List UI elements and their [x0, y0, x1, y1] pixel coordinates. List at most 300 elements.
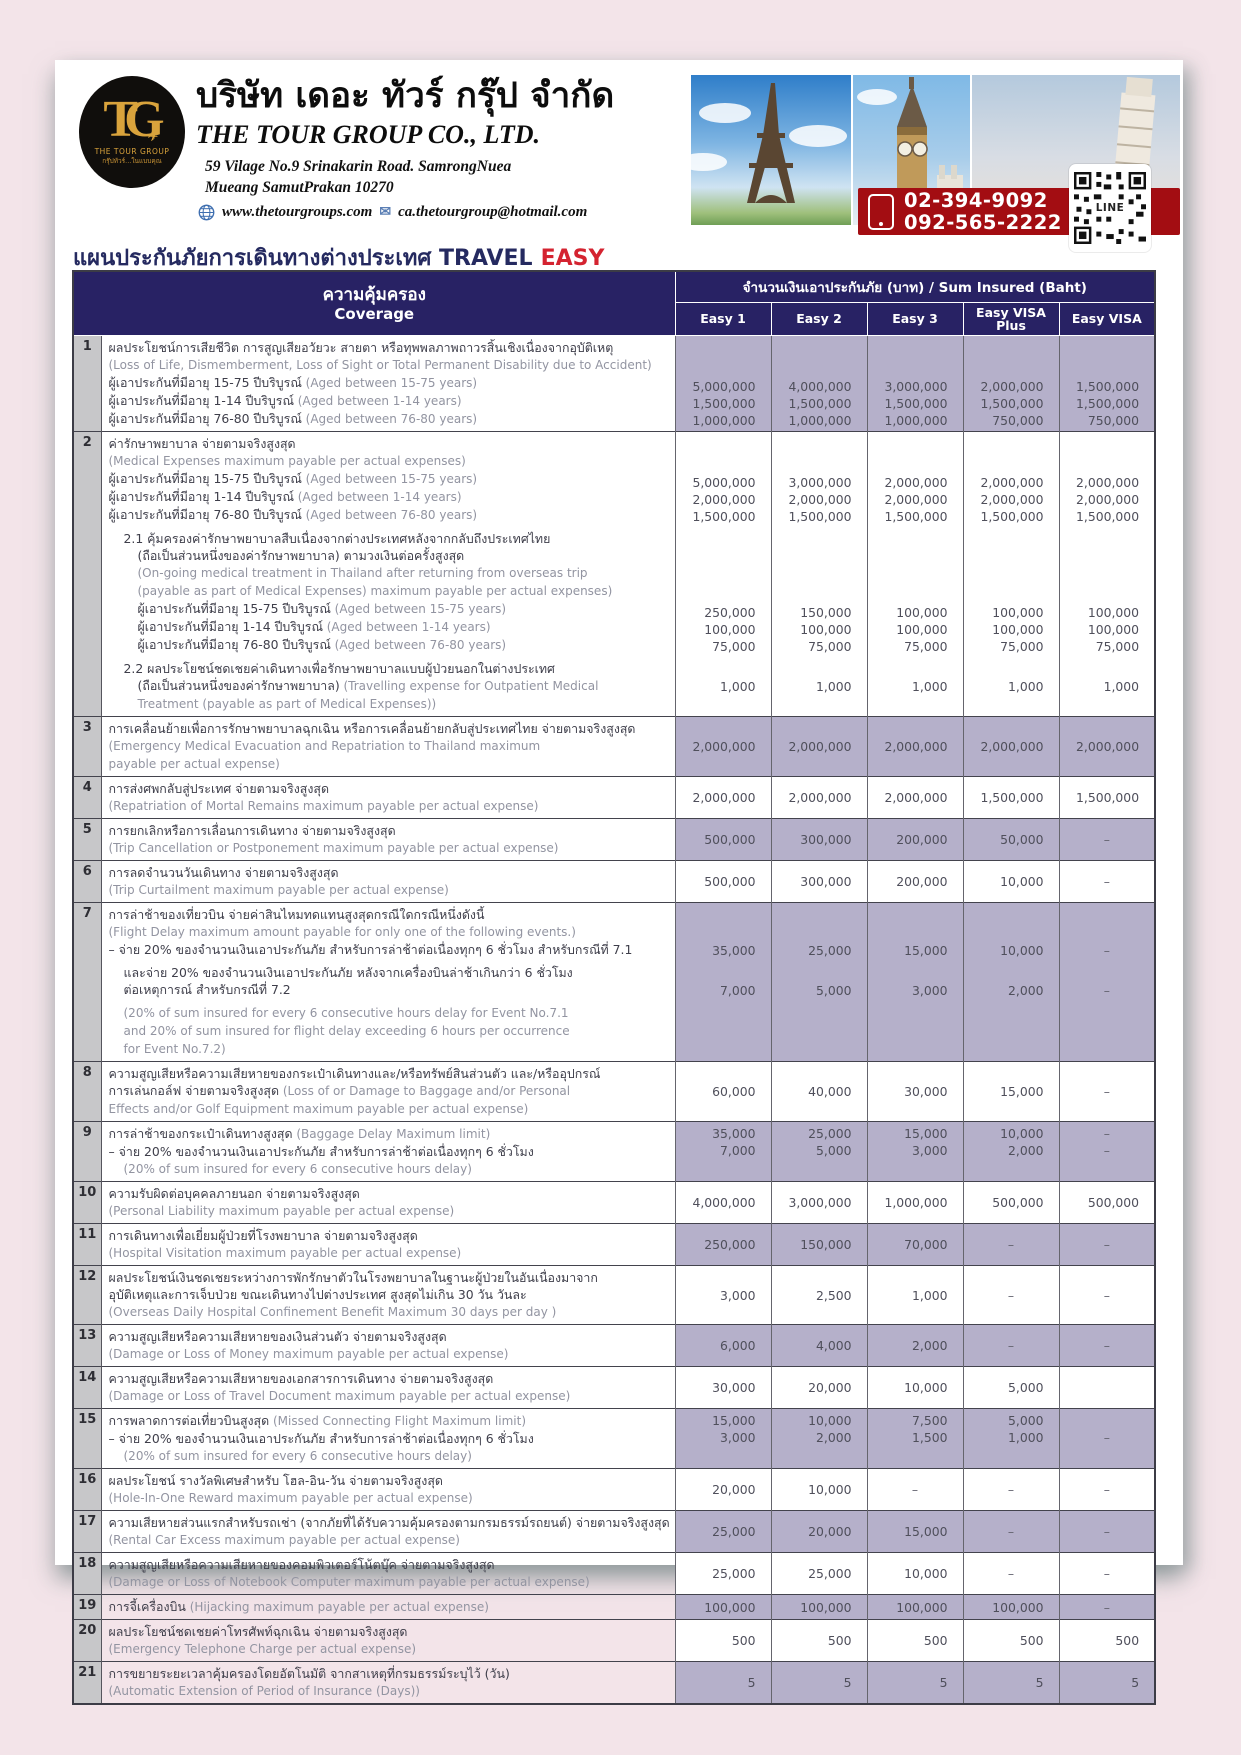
plan-value-cell [867, 1409, 963, 1469]
value-amount: 15,000 [904, 943, 948, 958]
value-amount: 200,000 [896, 874, 948, 889]
plan-value-cell [675, 819, 771, 861]
address-line-2: Mueang SamutPrakan 10270 [205, 179, 394, 196]
row-number: 13 [73, 1325, 101, 1367]
value-amount [1060, 1379, 1155, 1396]
coverage-description-cell [101, 336, 675, 432]
coverage-description-cell [101, 1662, 675, 1705]
coverage-row-10 [73, 1182, 1155, 1224]
plan-value-cell [675, 527, 771, 657]
value-not-covered: – [1103, 1566, 1110, 1581]
value-amount: 2,000,000 [980, 492, 1044, 507]
plan-value-cell [1059, 1325, 1155, 1367]
plan-value-cell [963, 432, 1059, 528]
value-amount: 75,000 [808, 639, 852, 654]
plan-value-cell [675, 1122, 771, 1182]
value-not-covered: – [1103, 1338, 1110, 1353]
coverage-row-21 [73, 1662, 1155, 1705]
plan-value-cell [675, 861, 771, 903]
value-amount: 2,000,000 [1076, 475, 1140, 490]
plan-value-cell [771, 1409, 867, 1469]
plan-value-cell [771, 1062, 867, 1122]
value-amount: 15,000 [712, 1413, 756, 1428]
value-amount: 2,000,000 [884, 492, 948, 507]
coverage-line: ผู้เอาประกันที่มีอายุ 1-14 ปีบริบูรณ์ (Aged between 1-14 years) [108, 489, 462, 504]
plan-value-cell [1059, 1367, 1155, 1409]
coverage-line: ความสูญเสียหรือความเสียหายของเงินส่วนตัว จ่ายตามจริงสูงสุด [108, 1329, 447, 1344]
value-amount: 10,000 [904, 1380, 948, 1395]
coverage-row-11 [73, 1224, 1155, 1266]
value-amount: 100,000 [992, 622, 1044, 637]
plan-value-cell [867, 1325, 963, 1367]
coverage-row-13 [73, 1325, 1155, 1367]
value-amount: 25,000 [808, 1126, 852, 1141]
plan-value-cell [963, 861, 1059, 903]
value-amount: 2,000,000 [884, 790, 948, 805]
value-amount: 100,000 [1087, 605, 1140, 620]
coverage-line: – จ่าย 20% ของจำนวนเงินเอาประกันภัย สำหรับการล่าช้าต่อเนื่องทุกๆ 6 ชั่วโมง [108, 1144, 534, 1159]
plan-value-cell [963, 777, 1059, 819]
value-amount: 3,000,000 [788, 1195, 852, 1210]
coverage-row-3 [73, 717, 1155, 777]
value-amount: 1,000 [1103, 679, 1140, 694]
row-number: 1 [73, 336, 101, 432]
coverage-line: ผลประโยชน์ รางวัลพิเศษสำหรับ โฮล-อิน-วัน จ่ายตามจริงสูงสุด [108, 1473, 443, 1488]
value-amount: 5 [747, 1675, 756, 1690]
plan-value-cell [963, 1409, 1059, 1469]
plan-value-cell [867, 1062, 963, 1122]
value-amount: 200,000 [896, 832, 948, 847]
plan-value-cell [963, 1553, 1059, 1595]
value-amount: 2,500 [816, 1287, 852, 1303]
value-amount: 30,000 [712, 1380, 756, 1395]
plan-value-cell [1059, 657, 1155, 717]
plan-value-cell [867, 777, 963, 819]
contact-row [198, 204, 587, 221]
coverage-row-7-1 [73, 903, 1155, 962]
value-amount: 15,000 [904, 1126, 948, 1141]
plan-value-cell [867, 432, 963, 528]
value-not-covered: – [1103, 1524, 1110, 1539]
globe-icon [198, 204, 215, 221]
value-amount: 2,000,000 [692, 790, 756, 805]
plan-value-cell [771, 336, 867, 432]
plan-value-cell [867, 1469, 963, 1511]
plan-value-cell [963, 1182, 1059, 1224]
coverage-description-cell [101, 961, 675, 1001]
coverage-line: (Emergency Medical Evacuation and Repatriation to Thailand maximum [108, 739, 541, 753]
value-amount: 100,000 [992, 605, 1044, 620]
coverage-line: (Damage or Loss of Travel Document maximum payable per actual expense) [108, 1389, 571, 1403]
value-amount: 10,000 [1000, 874, 1044, 889]
plan-header-easy3: Easy 3 [867, 303, 963, 336]
plan-value-cell [1059, 1469, 1155, 1511]
plan-value-cell [963, 1662, 1059, 1705]
plan-value-cell [771, 1511, 867, 1553]
value-not-covered: – [1103, 1430, 1110, 1445]
plan-value-cell [1059, 1182, 1155, 1224]
coverage-line: (Automatic Extension of Period of Insurance (Days)) [108, 1684, 420, 1698]
value-amount: 1,000 [912, 1287, 948, 1303]
plan-value-cell [675, 717, 771, 777]
coverage-table-wrap [72, 270, 1154, 1705]
plan-value-cell [963, 1062, 1059, 1122]
coverage-line: (Overseas Daily Hospital Confinement Benefit Maximum 30 days per day ) [108, 1305, 557, 1319]
row-number: 18 [73, 1553, 101, 1595]
plan-value-cell [963, 1122, 1059, 1182]
plan-value-cell [963, 1469, 1059, 1511]
plan-value-cell [1059, 717, 1155, 777]
row-number: 9 [73, 1122, 101, 1182]
value-amount: 4,000 [816, 1338, 852, 1353]
plan-value-cell [771, 527, 867, 657]
plan-value-cell [1059, 1595, 1155, 1620]
coverage-line: การเคลื่อนย้ายเพื่อการรักษาพยาบาลฉุกเฉิน หรือการเคลื่อนย้ายกลับสู่ประเทศไทย จ่ายตามจริงสูงสุด [108, 721, 636, 736]
coverage-row-7-3 [73, 1001, 1155, 1062]
value-not-covered: – [1103, 1599, 1110, 1615]
value-amount: 1,500,000 [980, 509, 1044, 524]
coverage-line: การพลาดการต่อเที่ยวบินสูงสุด (Missed Connecting Flight Maximum limit) [108, 1413, 526, 1428]
coverage-line: ผู้เอาประกันที่มีอายุ 76-80 ปีบริบูรณ์ (Aged between 76-80 years) [108, 507, 478, 522]
plan-value-cell [675, 657, 771, 717]
airplane-icon: ✈ [147, 130, 159, 145]
plan-value-cell [1059, 1409, 1155, 1469]
plan-value-cell [771, 1325, 867, 1367]
value-amount: 50,000 [1000, 832, 1044, 847]
plan-value-cell [771, 1266, 867, 1325]
value-not-covered: – [1103, 1237, 1110, 1252]
line-label: LINE [1095, 202, 1125, 214]
email-text: ca.thetourgroup@hotmail.com [398, 204, 588, 220]
row-number: 19 [73, 1595, 101, 1620]
value-not-covered: – [1103, 1143, 1110, 1158]
company-name-thai: บริษัท เดอะ ทัวร์ กรุ๊ป จำกัด [196, 76, 615, 116]
value-amount: 1,500,000 [1076, 379, 1140, 394]
value-amount: 3,000 [912, 1143, 948, 1158]
value-amount: 30,000 [904, 1084, 948, 1099]
plan-value-cell [675, 1511, 771, 1553]
value-amount: 3,000 [720, 1430, 756, 1445]
company-name-english: THE TOUR GROUP CO., LTD. [196, 120, 541, 149]
value-amount: 40,000 [808, 1084, 852, 1099]
value-amount: 4,000,000 [788, 379, 852, 394]
value-amount: 5,000 [1008, 1380, 1044, 1395]
row-number: 17 [73, 1511, 101, 1553]
row-number: 10 [73, 1182, 101, 1224]
plan-value-cell [1059, 1122, 1155, 1182]
value-amount: 1,000,000 [884, 413, 948, 428]
plan-value-cell [771, 432, 867, 528]
value-not-covered: – [1103, 1084, 1110, 1099]
plan-value-cell [1059, 1266, 1155, 1325]
value-amount: 4,000,000 [692, 1195, 756, 1210]
coverage-line: (Flight Delay maximum amount payable for only one of the following events.) [108, 925, 576, 939]
value-amount: 5,000 [816, 983, 852, 998]
plan-value-cell [963, 819, 1059, 861]
title-accent: EASY [540, 246, 605, 271]
coverage-line: for Event No.7.2) [123, 1042, 226, 1056]
coverage-line: – จ่าย 20% ของจำนวนเงินเอาประกันภัย สำหรับการล่าช้าต่อเนื่องทุกๆ 6 ชั่วโมง [108, 1431, 534, 1446]
value-amount: 20,000 [808, 1380, 852, 1395]
plan-value-cell [1059, 336, 1155, 432]
coverage-description-cell [101, 717, 675, 777]
plan-value-cell [867, 1182, 963, 1224]
value-not-covered: – [1103, 874, 1110, 889]
plan-value-cell [963, 961, 1059, 1001]
coverage-line: 2.1 คุ้มครองค่ารักษาพยาบาลสืบเนื่องจากต่างประเทศหลังจากกลับถึงประเทศไทย [123, 531, 551, 546]
plan-value-cell [867, 1367, 963, 1409]
coverage-line: ความสูญเสียหรือความเสียหายของเอกสารการเดินทาง จ่ายตามจริงสูงสุด [108, 1371, 494, 1386]
value-not-covered: – [1007, 1338, 1015, 1353]
coverage-row-4 [73, 777, 1155, 819]
value-amount: 300,000 [800, 832, 852, 847]
value-amount: 250,000 [704, 605, 756, 620]
coverage-line: and 20% of sum insured for flight delay exceeding 6 hours per occurrence [123, 1024, 570, 1038]
plan-value-cell [1059, 819, 1155, 861]
row-number: 12 [73, 1266, 101, 1325]
plan-header-easy1: Easy 1 [675, 303, 771, 336]
plan-value-cell [963, 657, 1059, 717]
coverage-description-cell [101, 1182, 675, 1224]
value-amount: 2,000,000 [788, 739, 852, 754]
value-not-covered: – [1103, 1126, 1110, 1141]
plan-value-cell [675, 903, 771, 962]
value-amount: 1,000 [720, 679, 756, 694]
coverage-line: (Trip Curtailment maximum payable per actual expense) [108, 883, 449, 897]
plan-value-cell [771, 861, 867, 903]
plan-value-cell [675, 1182, 771, 1224]
plan-value-cell [867, 1122, 963, 1182]
plan-value-cell [675, 1409, 771, 1469]
coverage-row-2-3 [73, 657, 1155, 717]
value-amount: 15,000 [1000, 1084, 1044, 1099]
plan-value-cell [1059, 432, 1155, 528]
value-not-covered: – [1103, 832, 1110, 847]
plan-value-cell [867, 861, 963, 903]
value-amount: 5 [843, 1675, 852, 1690]
address-line-1: 59 Vilage No.9 Srinakarin Road. SamrongNuea [205, 158, 512, 175]
coverage-description-cell [101, 819, 675, 861]
coverage-line: และจ่าย 20% ของจำนวนเงินเอาประกันภัย หลังจากเครื่องบินล่าช้าเกินกว่า 6 ชั่วโมง [123, 965, 573, 980]
coverage-line: payable per actual expense) [108, 757, 280, 771]
value-amount: 1,000 [912, 679, 948, 694]
value-amount: 2,000,000 [980, 475, 1044, 490]
value-amount: 150,000 [800, 1237, 852, 1252]
value-amount: 75,000 [1095, 639, 1140, 654]
value-not-covered: – [911, 1482, 919, 1497]
plan-header-easy-visa: Easy VISA [1059, 303, 1155, 336]
coverage-line: (20% of sum insured for every 6 consecutive hours delay for Event No.7.1 [123, 1006, 569, 1020]
plan-value-cell [675, 777, 771, 819]
value-amount: 100,000 [704, 1599, 756, 1615]
value-amount: 10,000 [904, 1566, 948, 1581]
row-number: 4 [73, 777, 101, 819]
value-amount: 1,000,000 [788, 413, 852, 428]
plan-value-cell [867, 717, 963, 777]
coverage-row-12 [73, 1266, 1155, 1325]
plan-value-cell [675, 1266, 771, 1325]
row-number: 15 [73, 1409, 101, 1469]
coverage-line: 2.2 ผลประโยชน์ชดเชยค่าเดินทางเพื่อรักษาพยาบาลแบบผู้ป่วยนอกในต่างประเทศ [123, 661, 555, 676]
value-amount: 2,000,000 [1076, 492, 1140, 507]
coverage-description-cell [101, 1409, 675, 1469]
eiffel-tower-shape [691, 75, 851, 225]
value-amount [1060, 1412, 1155, 1429]
coverage-row-2-1 [73, 432, 1155, 528]
coverage-description-cell [101, 1367, 675, 1409]
value-not-covered: – [1103, 1482, 1110, 1497]
coverage-line: (Loss of Life, Dismemberment, Loss of Sight or Total Permanent Disability due to Accident) [108, 358, 652, 372]
plan-value-cell [963, 903, 1059, 962]
plan-value-cell [675, 1662, 771, 1705]
coverage-row-17 [73, 1511, 1155, 1553]
value-amount: 10,000 [808, 1413, 852, 1428]
value-amount: 150,000 [800, 605, 852, 620]
value-amount: 1,500,000 [692, 396, 756, 411]
value-amount: 75,000 [712, 639, 756, 654]
plan-header-easy-visa-plus: Easy VISA Plus [963, 303, 1059, 336]
plan-value-cell [1059, 903, 1155, 962]
value-amount: 500 [923, 1633, 948, 1648]
plan-value-cell [1059, 1662, 1155, 1705]
plan-value-cell [771, 1001, 867, 1062]
coverage-line: (Medical Expenses maximum payable per actual expenses) [108, 454, 466, 468]
coverage-line: การยกเลิกหรือการเลื่อนการเดินทาง จ่ายตามจริงสูงสุด [108, 823, 396, 838]
row-number: 7 [73, 903, 101, 1062]
value-amount: 3,000 [912, 983, 948, 998]
value-not-covered: – [1007, 1237, 1015, 1252]
coverage-line: การขยายระยะเวลาคุ้มครองโดยอัตโนมัติ จากสาเหตุที่กรมธรรม์ระบุไว้ (วัน) [108, 1666, 510, 1681]
value-amount: 500,000 [704, 874, 756, 889]
coverage-line: (20% of sum insured for every 6 consecutive hours delay) [123, 1162, 472, 1176]
plan-value-cell [675, 1553, 771, 1595]
phone-number-2: 092-565-2222 [904, 210, 1062, 234]
coverage-line: (Rental Car Excess maximum payable per actual expense) [108, 1533, 460, 1547]
plan-value-cell [867, 819, 963, 861]
coverage-line: (ถือเป็นส่วนหนึ่งของค่ารักษาพยาบาล) ตามวงเงินต่อครั้งสูงสุด [137, 548, 465, 563]
coverage-line: ค่ารักษาพยาบาล จ่ายตามจริงสูงสุด [108, 436, 296, 451]
value-amount: 3,000,000 [788, 475, 852, 490]
coverage-line: (Emergency Telephone Charge per actual expense) [108, 1642, 417, 1656]
row-number: 20 [73, 1620, 101, 1662]
coverage-line: (On-going medical treatment in Thailand after returning from overseas trip [137, 566, 588, 580]
plan-value-cell [963, 1367, 1059, 1409]
value-amount: 6,000 [720, 1338, 756, 1353]
value-amount: 750,000 [992, 413, 1044, 428]
value-amount: 500,000 [704, 832, 756, 847]
website-text: www.thetourgroups.com [222, 204, 373, 220]
row-number: 8 [73, 1062, 101, 1122]
value-amount: 5,000 [1008, 1413, 1044, 1428]
value-amount: 1,000 [816, 679, 852, 694]
plan-value-cell [867, 657, 963, 717]
coverage-line: ผู้เอาประกันที่มีอายุ 15-75 ปีบริบูรณ์ (Aged between 15-75 years) [108, 471, 478, 486]
value-amount: 500 [1019, 1633, 1044, 1648]
coverage-line: Treatment (payable as part of Medical Expenses)) [137, 697, 437, 711]
logo-monogram: TG [103, 91, 151, 148]
title-main: แผนประกันภัยการเดินทางต่างประเทศ TRAVEL [73, 246, 533, 271]
coverage-line: การจี้เครื่องบิน (Hijacking maximum payable per actual expense) [108, 1599, 489, 1614]
value-amount: 15,000 [904, 1524, 948, 1539]
value-not-covered: – [1103, 983, 1110, 998]
value-not-covered: – [1007, 1482, 1015, 1497]
value-amount: 2,000,000 [884, 475, 948, 490]
value-amount: 1,000,000 [884, 1195, 948, 1210]
plan-value-cell [771, 1595, 867, 1620]
plan-value-cell [1059, 777, 1155, 819]
coverage-header-english: Coverage [334, 304, 415, 323]
plan-value-cell [675, 1325, 771, 1367]
coverage-row-1 [73, 336, 1155, 432]
value-amount: 5 [1131, 1675, 1140, 1690]
row-number: 5 [73, 819, 101, 861]
coverage-line: (Damage or Loss of Money maximum payable per actual expense) [108, 1347, 509, 1361]
row-number: 6 [73, 861, 101, 903]
value-amount: 75,000 [1000, 639, 1044, 654]
coverage-description-cell [101, 1511, 675, 1553]
coverage-line: (ถือเป็นส่วนหนึ่งของค่ารักษาพยาบาล) (Travelling expense for Outpatient Medical [137, 678, 599, 693]
plan-value-cell [675, 1367, 771, 1409]
value-amount: 25,000 [808, 943, 852, 958]
coverage-description-cell [101, 1620, 675, 1662]
value-amount: 100,000 [896, 605, 948, 620]
plan-value-cell [771, 717, 867, 777]
value-amount: 7,500 [912, 1413, 948, 1428]
coverage-line: (Hole-In-One Reward maximum payable per actual expense) [108, 1491, 473, 1505]
value-amount: 2,000,000 [692, 492, 756, 507]
plan-value-cell [771, 961, 867, 1001]
value-amount: 2,000 [816, 1430, 852, 1445]
document-page [55, 60, 1183, 1698]
coverage-line: ผู้เอาประกันที่มีอายุ 15-75 ปีบริบูรณ์ (Aged between 15-75 years) [108, 375, 478, 390]
logo-tagline: กรุ๊ปทัวร์...ในแบบคุณ [102, 157, 162, 165]
coverage-line: Effects and/or Golf Equipment maximum payable per actual expense) [108, 1102, 529, 1116]
plan-value-cell [771, 777, 867, 819]
plan-value-cell [675, 1620, 771, 1662]
plan-value-cell [867, 1553, 963, 1595]
value-amount: 5 [939, 1675, 948, 1690]
value-amount: 2,000,000 [980, 739, 1044, 754]
value-amount: 3,000 [720, 1287, 756, 1303]
plan-value-cell [771, 903, 867, 962]
row-number: 3 [73, 717, 101, 777]
coverage-row-5 [73, 819, 1155, 861]
value-not-covered: – [1103, 1287, 1110, 1303]
coverage-line: การล่าช้าของกระเป๋าเดินทางสูงสุด (Baggage Delay Maximum limit) [108, 1126, 491, 1141]
value-amount: 2,000 [1008, 983, 1044, 998]
plan-value-cell [963, 1595, 1059, 1620]
value-amount: 1,500 [912, 1430, 948, 1445]
coverage-row-2-2 [73, 527, 1155, 657]
plan-value-cell [1059, 1620, 1155, 1662]
coverage-table-body [73, 336, 1155, 1705]
plan-value-cell [867, 961, 963, 1001]
plan-value-cell [1059, 861, 1155, 903]
value-amount: 7,000 [720, 983, 756, 998]
value-amount: 250,000 [704, 1237, 756, 1252]
value-amount: 75,000 [904, 639, 948, 654]
coverage-header-thai: ความคุ้มครอง [322, 284, 426, 305]
value-not-covered: – [1007, 1524, 1015, 1539]
value-amount: 1,500,000 [884, 509, 948, 524]
value-amount: 1,500,000 [980, 396, 1044, 411]
coverage-description-cell [101, 432, 675, 528]
plan-value-cell [771, 1122, 867, 1182]
coverage-line: การล่าช้าของเที่ยวบิน จ่ายค่าสินไหมทดแทนสูงสุดกรณีใดกรณีหนึ่งดังนี้ [108, 907, 485, 922]
plan-value-cell [963, 1511, 1059, 1553]
value-amount: 2,000,000 [788, 790, 852, 805]
value-amount: 1,000 [1008, 1430, 1044, 1445]
